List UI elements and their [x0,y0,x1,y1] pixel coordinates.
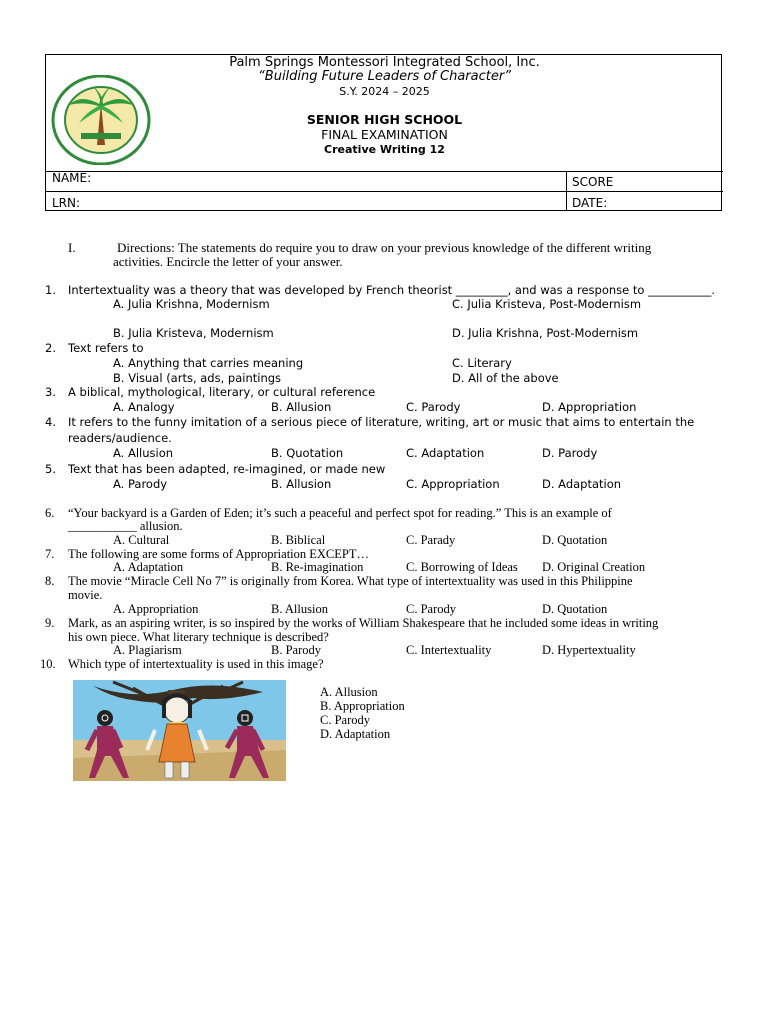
choice: A. Anything that carries meaning [113,356,304,370]
name-label: NAME: [52,171,92,185]
directions-line: Directions: The statements do require you to draw on your previous knowledge of the different writing [117,240,652,255]
school-name: Palm Springs Montessori Integrated School, Inc. [229,55,540,70]
question-text: ___________ allusion. [68,519,183,533]
question-number: 2. [45,341,56,355]
question-text: A biblical, mythological, literary, or cultural reference [68,385,376,399]
question-number: 1. [45,283,56,297]
choice: A. Analogy [113,400,175,414]
choice: C. Appropriation [406,477,500,491]
question-text: his own piece. What literary technique is described? [68,630,329,644]
question-text: readers/audience. [68,431,172,445]
choice: D. Original Creation [542,560,646,574]
question-number: 7. [45,547,55,561]
question-number: 9. [45,616,55,630]
question-text: Mark, as an aspiring writer, is so inspired by the works of William Shakespeare that he included some ideas in writing [68,616,659,630]
question-text: movie. [68,588,103,602]
school-motto: “Building Future Leaders of Character” [258,69,511,84]
question-number: 8. [45,574,55,588]
choice: D. Quotation [542,602,608,616]
choice: B. Allusion [271,400,332,414]
choice: C. Borrowing of Ideas [406,560,518,574]
choice: D. Julia Krishna, Post-Modernism [452,326,639,340]
choice: D. Hypertextuality [542,643,636,657]
choice: A. Adaptation [113,560,184,574]
choice: D. Adaptation [320,727,391,741]
choice: D. Appropriation [542,400,637,414]
question-text: It refers to the funny imitation of a serious piece of literature, writing, art or music that aims to entertain the [68,415,695,429]
choice: A. Plagiarism [113,643,182,657]
question-number: 10. [40,657,56,671]
question-text: The movie “Miracle Cell No 7” is originally from Korea. What type of intertextuality was used in this Philippine [68,574,633,588]
choice: C. Literary [452,356,512,370]
choice: C. Parody [406,602,456,616]
choice: C. Parady [406,533,456,547]
choice: C. Intertextuality [406,643,492,657]
choice: C. Julia Kristeva, Post-Modernism [452,297,642,311]
choice: D. All of the above [452,371,559,385]
choice: A. Julia Krishna, Modernism [113,297,270,311]
choice: A. Allusion [113,446,174,460]
choice: A. Cultural [113,533,170,547]
score-label: SCORE [572,175,614,189]
choice: B. Visual (arts, ads, paintings [113,371,282,385]
exam-header [45,54,722,211]
choice: D. Parody [542,446,598,460]
choice: A. Appropriation [113,602,199,616]
choice: B. Appropriation [320,699,405,713]
divider [46,191,723,192]
question-number: 3. [45,385,56,399]
choice: B. Re-imagination [271,560,364,574]
question-number: 6. [45,506,55,520]
choice: A. Parody [113,477,168,491]
choice: B. Biblical [271,533,326,547]
question-text: “Your backyard is a Garden of Eden; it’s such a peaceful and perfect spot for reading.” This is an example of [68,506,612,520]
choice: D. Adaptation [542,477,622,491]
question-text: Text that has been adapted, re-imagined, or made new [68,462,386,476]
lrn-label: LRN: [52,196,81,210]
subject-title: Creative Writing 12 [324,143,445,156]
choice: B. Allusion [271,477,332,491]
choice: B. Allusion [271,602,328,616]
directions-line: activities. Encircle the letter of your answer. [113,254,343,269]
choice: C. Parody [320,713,370,727]
exam-title: FINAL EXAMINATION [321,127,448,142]
question-text: Which type of intertextuality is used in this image? [68,657,324,671]
department-title: SENIOR HIGH SCHOOL [306,112,463,127]
question-text: Text refers to [68,341,144,355]
date-label: DATE: [572,196,608,210]
choice: C. Parody [406,400,461,414]
choice: B. Quotation [271,446,344,460]
squid-game-doll-illustration [73,680,286,781]
question-text: The following are some forms of Appropriation EXCEPT… [68,547,369,561]
choice: C. Adaptation [406,446,485,460]
choice: D. Quotation [542,533,608,547]
question-number: 4. [45,415,56,429]
choice: B. Julia Kristeva, Modernism [113,326,274,340]
school-year: S.Y. 2024 – 2025 [339,85,430,98]
question-text: Intertextuality was a theory that was developed by French theorist _________, and was a response to ___________. [68,283,715,297]
choice: A. Allusion [320,685,378,699]
section-numeral: I. [68,240,76,255]
divider [566,171,567,211]
divider [46,171,723,172]
question-number: 5. [45,462,56,476]
choice: B. Parody [271,643,321,657]
